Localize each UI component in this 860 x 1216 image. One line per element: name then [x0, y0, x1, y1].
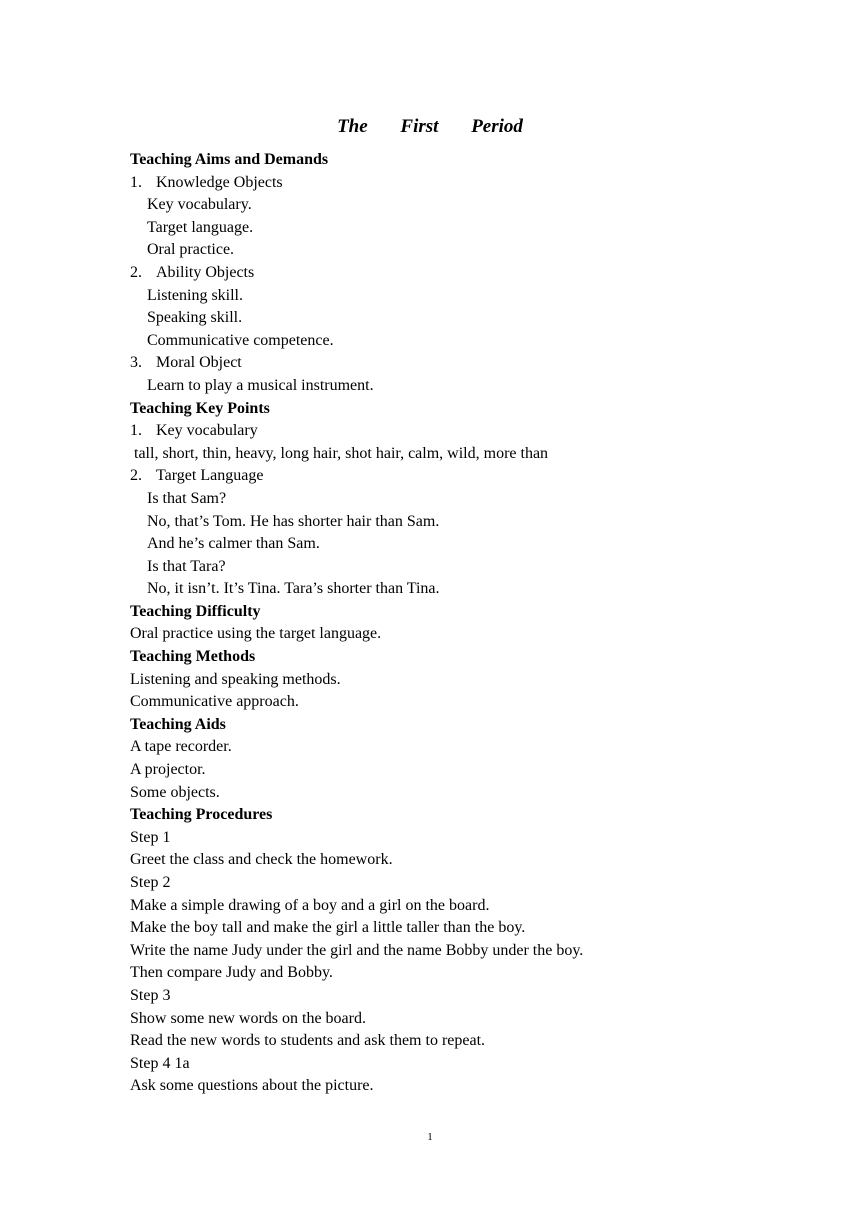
numbered-item — [130, 352, 810, 375]
text-line: A projector. — [130, 761, 206, 779]
title-word: The — [337, 116, 368, 137]
section-heading-key-points: Teaching Key Points — [130, 399, 270, 417]
text-line: No, that’s Tom. He has shorter hair than Sam. — [147, 512, 440, 530]
title-word: Period — [471, 116, 523, 137]
item-number: 2. — [130, 467, 142, 485]
text-line: Is that Tara? — [147, 557, 226, 575]
item-label: Moral Object — [156, 354, 242, 372]
item-label: Target Language — [156, 467, 264, 485]
text-line: A tape recorder. — [130, 738, 232, 756]
text-line: Target language. — [147, 218, 254, 236]
text-line: Communicative approach. — [130, 693, 299, 711]
item-label: Knowledge Objects — [156, 173, 283, 191]
text-line: Is that Sam? — [147, 489, 227, 507]
item-label: Ability Objects — [156, 263, 255, 281]
text-line: Ask some questions about the picture. — [130, 1077, 374, 1095]
title-word: First — [400, 116, 439, 137]
vocabulary-line: tall, short, thin, heavy, long hair, shot hair, calm, wild, more than — [134, 444, 549, 462]
document-body — [130, 149, 810, 1098]
section-heading-procedures: Teaching Procedures — [130, 806, 273, 824]
text-line: Make a simple drawing of a boy and a girl on the board. — [130, 896, 490, 914]
item-number: 2. — [130, 263, 142, 281]
text-line: Read the new words to students and ask them to repeat. — [130, 1032, 486, 1050]
text-line: Listening skill. — [147, 286, 243, 304]
item-number: 1. — [130, 422, 142, 440]
item-number: 1. — [130, 173, 142, 191]
text-line: Communicative competence. — [147, 331, 334, 349]
section-heading-aims: Teaching Aims and Demands — [130, 151, 329, 168]
section-heading-difficulty: Teaching Difficulty — [130, 602, 261, 620]
text-line: Show some new words on the board. — [130, 1009, 366, 1027]
page-number: 1 — [427, 1131, 433, 1143]
step-label: Step 2 — [130, 874, 171, 891]
text-line: Then compare Judy and Bobby. — [130, 964, 333, 982]
numbered-item — [130, 420, 810, 443]
numbered-item — [130, 465, 810, 488]
text-line: Some objects. — [130, 783, 220, 801]
text-line: Listening and speaking methods. — [130, 670, 341, 688]
text-line: Make the boy tall and make the girl a little taller than the boy. — [130, 919, 526, 937]
text-line: And he’s calmer than Sam. — [147, 535, 320, 553]
text-line: Key vocabulary. — [147, 196, 252, 214]
text-line: Speaking skill. — [147, 309, 243, 327]
step-label: Step 3 — [130, 986, 171, 1004]
section-heading-aids: Teaching Aids — [130, 715, 226, 733]
step-label: Step 4 1a — [130, 1054, 190, 1072]
text-line: Oral practice using the target language. — [130, 625, 382, 643]
item-label: Key vocabulary — [156, 422, 258, 440]
page-title — [0, 114, 860, 140]
item-number: 3. — [130, 354, 142, 372]
step-label: Step 1 — [130, 828, 171, 846]
numbered-item — [130, 262, 810, 285]
text-line: Write the name Judy under the girl and the name Bobby under the boy. — [130, 941, 584, 959]
numbered-item — [130, 172, 810, 195]
text-line: Learn to play a musical instrument. — [147, 376, 374, 394]
text-line: Oral practice. — [147, 241, 235, 259]
text-line: No, it isn’t. It’s Tina. Tara’s shorter than Tina. — [147, 580, 440, 598]
text-line: Greet the class and check the homework. — [130, 851, 393, 869]
section-heading-methods: Teaching Methods — [130, 648, 256, 666]
